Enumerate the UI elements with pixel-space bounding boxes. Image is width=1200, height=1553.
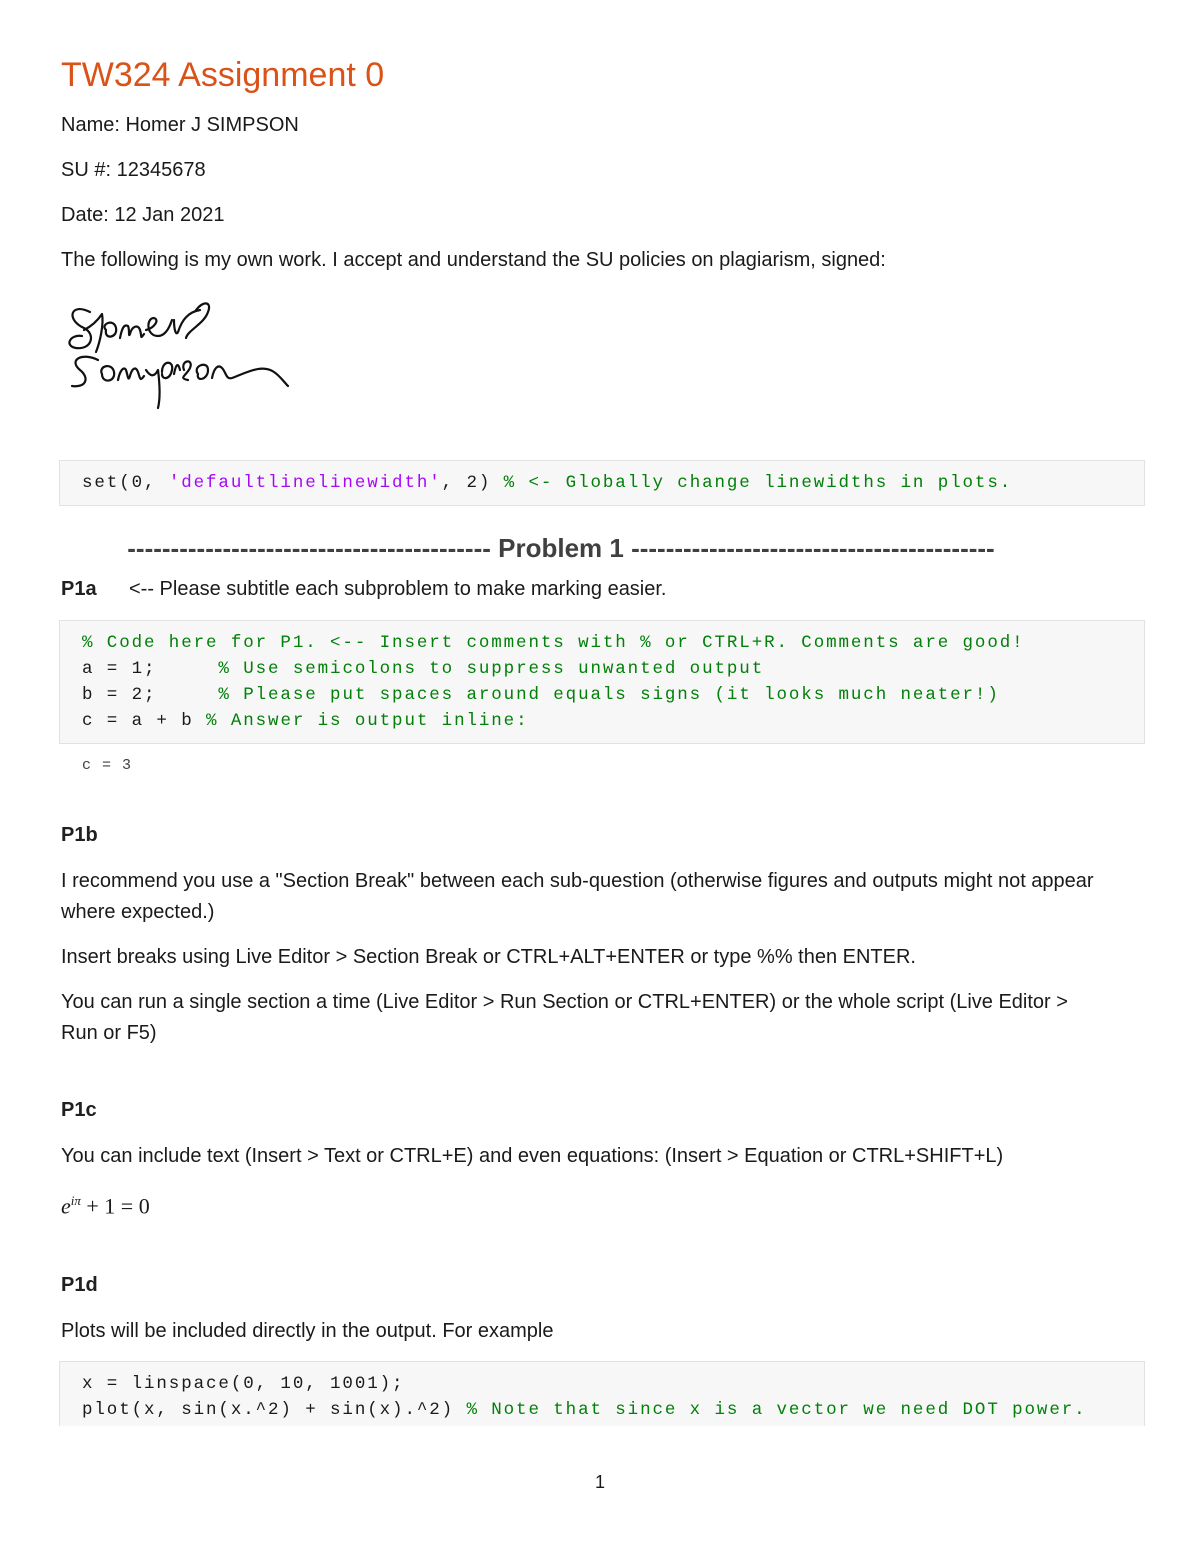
p1a-output: c = 3 xyxy=(82,757,133,774)
code-line xyxy=(82,682,1144,708)
code-string: 'defaultlinelinewidth' xyxy=(168,473,442,493)
code-comment: % <- Globally change linewidths in plots. xyxy=(503,473,1013,493)
code-text: plot(x, sin(x.^2) + sin(x).^2) xyxy=(82,1400,467,1420)
code-line xyxy=(82,656,1144,682)
signature-image xyxy=(62,290,292,415)
equation-exponent: iπ xyxy=(70,1193,81,1208)
p1c-paragraph: You can include text (Insert > Text or CTRL+E) and even equations: (Insert > Equation or CTRL+SHIFT+L) xyxy=(61,1145,1004,1167)
name-line: Name: Homer J SIMPSON xyxy=(61,114,299,136)
page-number: 1 xyxy=(594,1472,605,1492)
p1a-note: <-- Please subtitle each subproblem to make marking easier. xyxy=(129,578,667,600)
code-text: b = 2; xyxy=(82,685,219,705)
document-title: TW324 Assignment 0 xyxy=(61,56,385,94)
p1b-paragraph: Insert breaks using Live Editor > Section Break or CTRL+ALT+ENTER or type %% then ENTER. xyxy=(61,946,916,968)
setup-code-block[interactable] xyxy=(59,460,1145,506)
equation-rest: + 1 = 0 xyxy=(80,1193,150,1219)
code-comment: % Note that since x is a vector we need DOT power. xyxy=(466,1400,1087,1420)
code-line xyxy=(82,1397,1144,1423)
declaration-text: The following is my own work. I accept and understand the SU policies on plagiarism, signed: xyxy=(61,249,886,271)
p1d-paragraph: Plots will be included directly in the output. For example xyxy=(61,1320,554,1342)
code-text: , 2) xyxy=(441,473,504,493)
p1b-paragraph: You can run a single section a time (Live Editor > Run Section or CTRL+ENTER) or the whole script (Live Editor > Run or F5) xyxy=(61,991,1068,1044)
p1d-code-block[interactable] xyxy=(59,1361,1145,1426)
code-text: x = linspace(0, 10, 1001); xyxy=(82,1374,405,1394)
code-text: a = 1; xyxy=(82,659,219,679)
su-number-line: SU #: 12345678 xyxy=(61,159,206,181)
code-line xyxy=(82,630,1144,656)
problem-1-heading: ------------------------------------------ Problem 1 ------------------------------------------ xyxy=(127,533,995,563)
code-comment: % Answer is output inline: xyxy=(206,711,529,731)
p1b-paragraph: I recommend you use a "Section Break" between each sub-question (otherwise figures and outputs might not appear where expected.) xyxy=(61,870,1094,923)
date-line: Date: 12 Jan 2021 xyxy=(61,204,225,226)
euler-equation xyxy=(61,1193,150,1219)
p1c-title: P1c xyxy=(61,1099,97,1121)
code-line xyxy=(82,1371,1144,1397)
p1d-title: P1d xyxy=(61,1274,98,1296)
equation-base: e xyxy=(61,1193,71,1219)
p1a-title: P1a xyxy=(61,578,97,600)
code-text: set(0, xyxy=(82,473,169,493)
p1a-code-block[interactable] xyxy=(59,620,1145,744)
p1b-title: P1b xyxy=(61,824,98,846)
code-comment: % Code here for P1. <-- Insert comments with % or CTRL+R. Comments are good! xyxy=(82,633,1025,653)
code-comment: % Use semicolons to suppress unwanted output xyxy=(218,659,765,679)
code-text: c = a + b xyxy=(82,711,207,731)
code-line xyxy=(82,708,1144,734)
code-comment: % Please put spaces around equals signs (it looks much neater!) xyxy=(218,685,1000,705)
